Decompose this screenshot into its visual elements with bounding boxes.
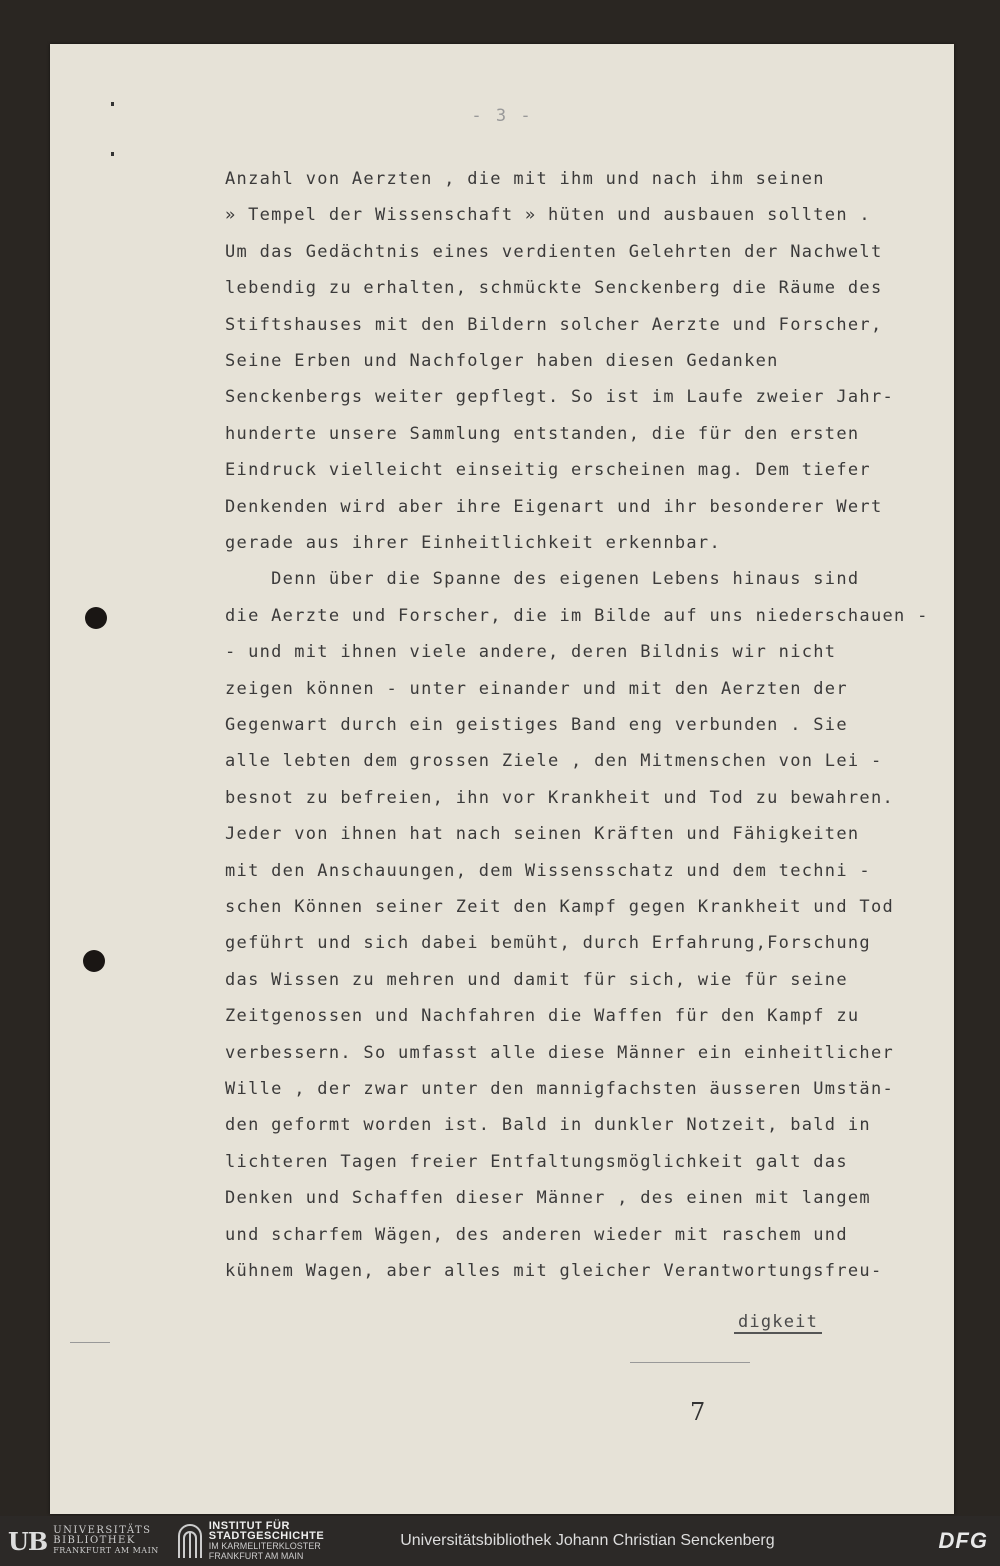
- text-line: - und mit ihnen viele andere, deren Bildnis wir nicht: [225, 642, 837, 663]
- text-line: Denn über die Spanne des eigenen Lebens hinaus sind: [225, 569, 860, 590]
- text-line: das Wissen zu mehren und damit für sich, wie für seine: [225, 969, 848, 990]
- margin-dot: [111, 152, 114, 156]
- divider: [630, 1362, 750, 1363]
- text-line: Denken und Schaffen dieser Männer , des einen mit langem: [225, 1188, 871, 1209]
- text-line: lebendig zu erhalten, schmückte Senckenberg die Räume des: [225, 278, 883, 299]
- text-line: besnot zu befreien, ihn vor Krankheit und Tod zu bewahren.: [225, 787, 895, 808]
- text-line: Denkenden wird aber ihre Eigenart und ihr besonderer Wert: [225, 496, 883, 517]
- text-line: Senckenbergs weiter gepflegt. So ist im Laufe zweier Jahr-: [225, 387, 895, 408]
- punch-hole: [85, 607, 107, 629]
- document-page: [50, 44, 954, 1514]
- text-line: geführt und sich dabei bemüht, durch Erfahrung,Forschung: [225, 933, 871, 954]
- text-line: Zeitgenossen und Nachfahren die Waffen für den Kampf zu: [225, 1006, 860, 1027]
- divider: [70, 1342, 110, 1343]
- text-line: Eindruck vielleicht einseitig erscheinen mag. Dem tiefer: [225, 460, 871, 481]
- ub-logo-line: UNIVERSITÄTS: [53, 1525, 152, 1536]
- isg-logo-line: INSTITUT FÜR: [208, 1520, 290, 1532]
- text-line: hunderte unsere Sammlung entstanden, die für den ersten: [225, 423, 860, 444]
- text-line: kühnem Wagen, aber alles mit gleicher Verantwortungsfreu-: [225, 1261, 883, 1281]
- text-line: zeigen können - unter einander und mit den Aerzten der: [225, 678, 848, 699]
- text-line: alle lebten dem grossen Ziele , den Mitmenschen von Lei -: [225, 751, 883, 772]
- text-line: Seine Erben und Nachfolger haben diesen Gedanken: [225, 351, 779, 371]
- text-line: Um das Gedächtnis eines verdienten Gelehrten der Nachwelt: [225, 241, 883, 262]
- text-line: Jeder von ihnen hat nach seinen Kräften und Fähigkeiten: [225, 824, 860, 845]
- text-line: gerade aus ihrer Einheitlichkeit erkennbar.: [225, 533, 721, 553]
- ub-logo-line: FRANKFURT AM MAIN: [53, 1546, 159, 1555]
- catchword: digkeit: [734, 1312, 822, 1334]
- page-number: - 3 -: [471, 106, 533, 126]
- dfg-logo[interactable]: DFG: [938, 1528, 988, 1553]
- ub-logo[interactable]: [8, 1526, 159, 1556]
- text-line: Anzahl von Aerzten , die mit ihm und nach ihm seinen: [225, 169, 825, 189]
- handwritten-page-mark: 7: [690, 1398, 706, 1426]
- text-line: schen Können seiner Zeit den Kampf gegen Krankheit und Tod: [225, 897, 895, 917]
- punch-hole: [83, 950, 105, 972]
- footer-bar: [0, 1516, 1000, 1566]
- text-line: und scharfem Wägen, des anderen wieder mit raschem und: [225, 1224, 848, 1245]
- isg-logo[interactable]: [177, 1521, 324, 1561]
- text-line: Gegenwart durch ein geistiges Band eng verbunden . Sie: [225, 715, 848, 735]
- isg-logo-line: FRANKFURT AM MAIN: [208, 1551, 304, 1561]
- ub-logo-icon: UB: [8, 1526, 48, 1556]
- ub-logo-line: BIBLIOTHEK: [53, 1535, 136, 1546]
- isg-logo-line: IM KARMELITERKLOSTER: [208, 1541, 321, 1551]
- text-line: lichteren Tagen freier Entfaltungsmöglichkeit galt das: [225, 1151, 848, 1172]
- arch-icon: [177, 1524, 203, 1558]
- footer-title[interactable]: Universitätsbibliothek Johann Christian Senckenberg: [400, 1532, 775, 1549]
- text-line: den geformt worden ist. Bald in dunkler Notzeit, bald in: [225, 1115, 871, 1136]
- text-line: die Aerzte und Forscher, die im Bilde auf uns niederschauen -: [225, 605, 929, 626]
- text-line: Stiftshauses mit den Bildern solcher Aerzte und Forscher,: [225, 314, 883, 335]
- text-line: mit den Anschauungen, dem Wissensschatz und dem techni -: [225, 860, 871, 881]
- text-line: » Tempel der Wissenschaft » hüten und ausbauen sollten .: [225, 205, 871, 226]
- text-line: verbessern. So umfasst alle diese Männer ein einheitlicher: [225, 1042, 895, 1063]
- text-line: Wille , der zwar unter den mannigfachsten äusseren Umstän-: [225, 1079, 895, 1099]
- isg-logo-line: STADTGESCHICHTE: [208, 1530, 325, 1542]
